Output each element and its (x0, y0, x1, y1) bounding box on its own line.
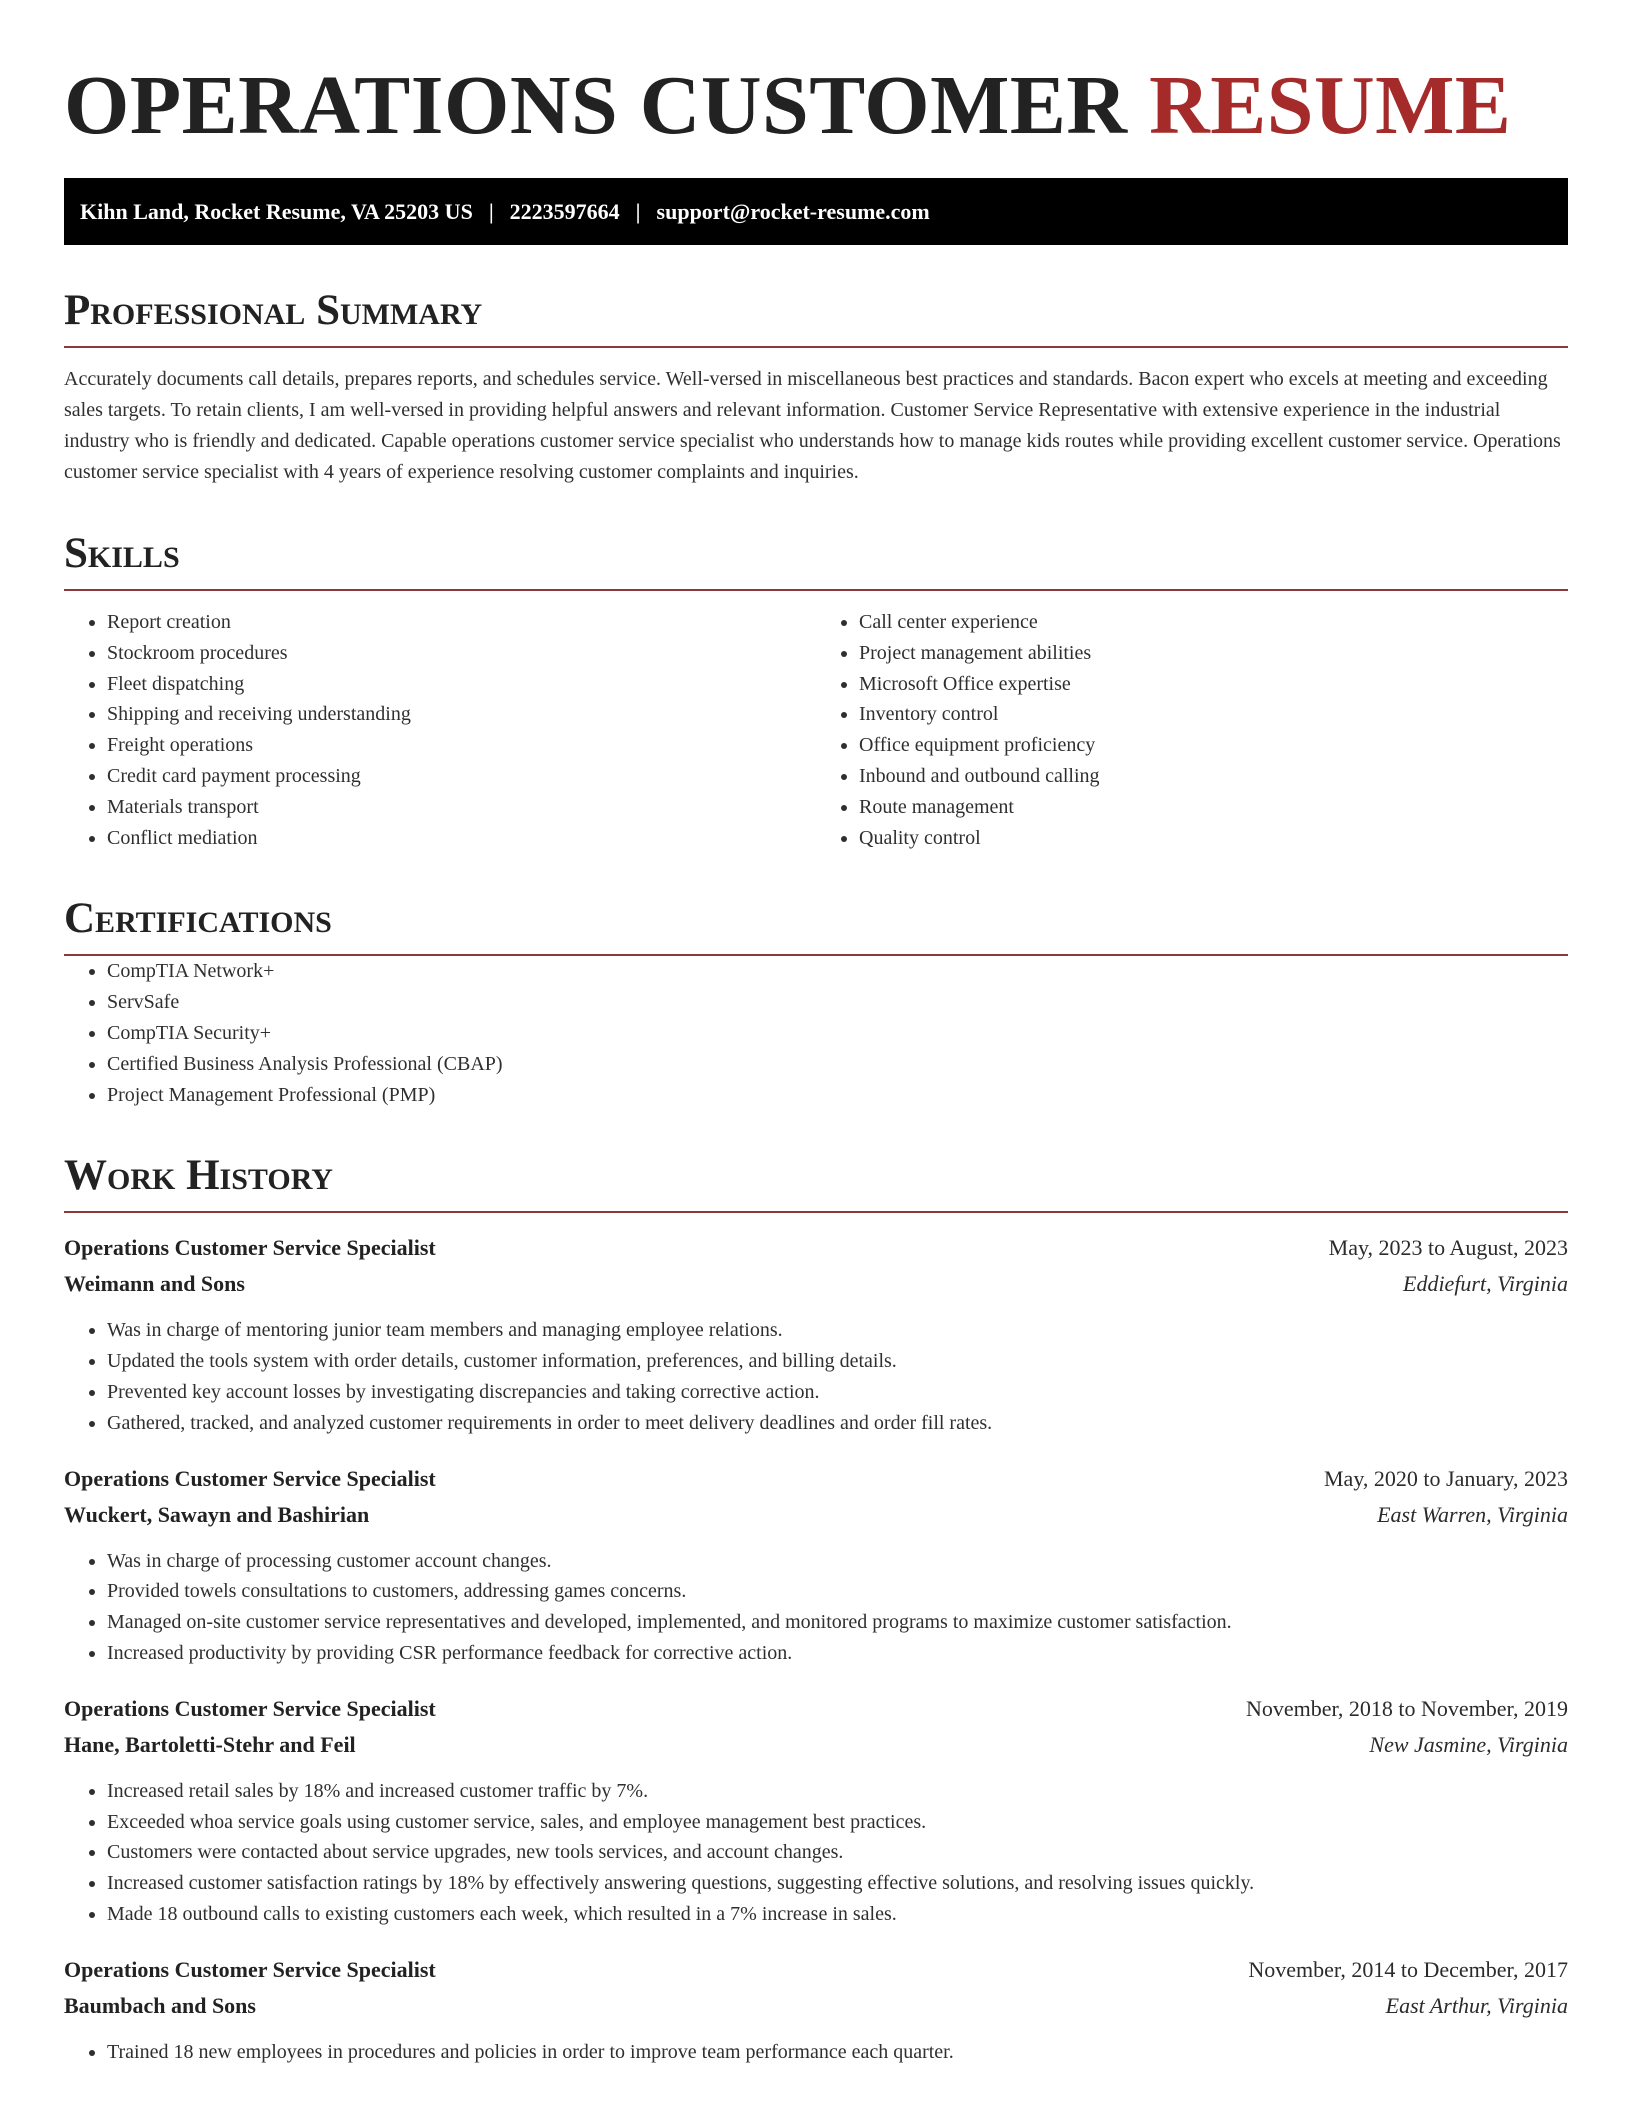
job-bullets (64, 1546, 1568, 1669)
skill-item: • Credit card payment processing (107, 761, 816, 792)
contact-phone: 2223597664 (509, 198, 620, 224)
job-location: East Arthur, Virginia (1385, 1992, 1568, 2018)
job-title: Operations Customer Service Specialist (64, 1465, 436, 1491)
job-bullets (64, 2037, 1568, 2068)
job-title: Operations Customer Service Specialist (64, 1695, 436, 1721)
certification-item: • Certified Business Analysis Professional (CBAP) (107, 1049, 1568, 1080)
job-entry (64, 1691, 1568, 1930)
skill-item: • Route management (859, 792, 1568, 823)
certification-item: • CompTIA Security+ (107, 1018, 1568, 1049)
contact-separator: | (488, 198, 494, 224)
job-bullet: • Increased productivity by providing CSR performance feedback for corrective action. (107, 1638, 1568, 1669)
skills-grid (64, 607, 1568, 853)
skills-list-right (816, 607, 1568, 853)
job-company: Wuckert, Sawayn and Bashirian (64, 1501, 370, 1527)
skill-item: • Inbound and outbound calling (859, 761, 1568, 792)
job-bullet: • Increased customer satisfaction ratings by 18% by effectively answering questions, suggesting effective solutions, and resolving issues quickly. (107, 1868, 1568, 1899)
skill-item: • Stockroom procedures (107, 638, 816, 669)
job-bullet: • Customers were contacted about service upgrades, new tools services, and account changes. (107, 1837, 1568, 1868)
job-company-row (64, 1727, 1568, 1763)
skill-item: • Project management abilities (859, 638, 1568, 669)
certification-item: • Project Management Professional (PMP) (107, 1080, 1568, 1111)
contact-email: support@rocket-resume.com (656, 198, 930, 224)
resume-title-main: OPERATIONS CUSTOMER (64, 59, 1128, 152)
skill-item: • Shipping and receiving understanding (107, 699, 816, 730)
job-company: Weimann and Sons (64, 1271, 245, 1297)
job-bullet: • Gathered, tracked, and analyzed customer requirements in order to meet delivery deadlines and order fill rates. (107, 1408, 1568, 1439)
job-header-row (64, 1952, 1568, 1988)
job-header-row (64, 1230, 1568, 1266)
contact-bar (64, 178, 1568, 245)
job-bullet: • Made 18 outbound calls to existing customers each week, which resulted in a 7% increase in sales. (107, 1899, 1568, 1930)
job-bullet: • Updated the tools system with order details, customer information, preferences, and billing details. (107, 1346, 1568, 1377)
skill-item: • Report creation (107, 607, 816, 638)
summary-text: Accurately documents call details, prepares reports, and schedules service. Well-versed in miscellaneous best practices and standards. Bacon expert who excels at meeting and exceeding sales targets. To retain clients, I am well-versed in providing helpful answers and relevant information. Customer Service Representative with extensive experience in the industrial industry who is friendly and dedicated. Capable operations customer service specialist who understands how to manage kids routes while providing excellent customer service. Operations customer service specialist with 4 years of experience resolving customer complaints and inquiries. (64, 368, 1561, 483)
job-bullet: • Was in charge of mentoring junior team members and managing employee relations. (107, 1315, 1568, 1346)
job-company: Hane, Bartoletti-Stehr and Feil (64, 1731, 356, 1757)
certification-item: • CompTIA Network+ (107, 956, 1568, 987)
job-entry (64, 1952, 1568, 2068)
certifications-list (64, 956, 1568, 1110)
skills-section (64, 532, 1568, 853)
skill-item: • Office equipment proficiency (859, 730, 1568, 761)
job-bullet: • Prevented key account losses by investigating discrepancies and taking corrective action. (107, 1377, 1568, 1408)
job-bullet: • Trained 18 new employees in procedures and policies in order to improve team performance each quarter. (107, 2037, 1568, 2068)
contact-address: Kihn Land, Rocket Resume, VA 25203 US (80, 198, 473, 224)
skill-item: • Materials transport (107, 792, 816, 823)
certification-item: • ServSafe (107, 987, 1568, 1018)
job-header-row (64, 1461, 1568, 1497)
job-company-row (64, 1497, 1568, 1533)
job-location: New Jasmine, Virginia (1369, 1731, 1568, 1757)
job-bullets (64, 1776, 1568, 1930)
skill-item: • Fleet dispatching (107, 669, 816, 700)
resume-title-accent: RESUME (1149, 59, 1512, 152)
skills-list-left (64, 607, 816, 853)
job-title: Operations Customer Service Specialist (64, 1235, 436, 1261)
job-title: Operations Customer Service Specialist (64, 1956, 436, 1982)
job-entry (64, 1230, 1568, 1438)
skills-column-left (64, 607, 816, 853)
job-bullet: • Exceeded whoa service goals using customer service, sales, and employee management best practices. (107, 1807, 1568, 1838)
skill-item: • Microsoft Office expertise (859, 669, 1568, 700)
job-bullet: • Increased retail sales by 18% and increased customer traffic by 7%. (107, 1776, 1568, 1807)
job-location: Eddiefurt, Virginia (1403, 1271, 1568, 1297)
contact-separator: | (635, 198, 641, 224)
job-company-row (64, 1988, 1568, 2024)
skills-column-right (816, 607, 1568, 853)
skill-item: • Quality control (859, 823, 1568, 854)
job-company: Baumbach and Sons (64, 1992, 256, 2018)
job-bullet: • Managed on-site customer service representatives and developed, implemented, and monitored programs to maximize customer satisfaction. (107, 1607, 1568, 1638)
job-header-row (64, 1691, 1568, 1727)
job-company-row (64, 1266, 1568, 1302)
skill-item: • Inventory control (859, 699, 1568, 730)
summary-section (64, 289, 1568, 488)
work-history-heading: Work History (64, 1154, 1568, 1213)
resume-title (64, 59, 1568, 152)
job-dates: November, 2014 to December, 2017 (1248, 1956, 1568, 1982)
work-history-section (64, 1154, 1568, 2067)
certifications-heading: Certifications (64, 897, 1568, 956)
job-dates: November, 2018 to November, 2019 (1245, 1695, 1568, 1721)
job-dates: May, 2020 to January, 2023 (1324, 1465, 1568, 1491)
skill-item: • Freight operations (107, 730, 816, 761)
job-dates: May, 2023 to August, 2023 (1328, 1235, 1568, 1261)
certifications-section (64, 897, 1568, 1110)
summary-heading: Professional Summary (64, 289, 1568, 348)
job-entry (64, 1461, 1568, 1669)
job-location: East Warren, Virginia (1377, 1501, 1568, 1527)
job-bullet: • Was in charge of processing customer account changes. (107, 1546, 1568, 1577)
job-bullet: • Provided towels consultations to customers, addressing games concerns. (107, 1576, 1568, 1607)
skill-item: • Conflict mediation (107, 823, 816, 854)
job-bullets (64, 1315, 1568, 1438)
skills-heading: Skills (64, 532, 1568, 591)
skill-item: • Call center experience (859, 607, 1568, 638)
